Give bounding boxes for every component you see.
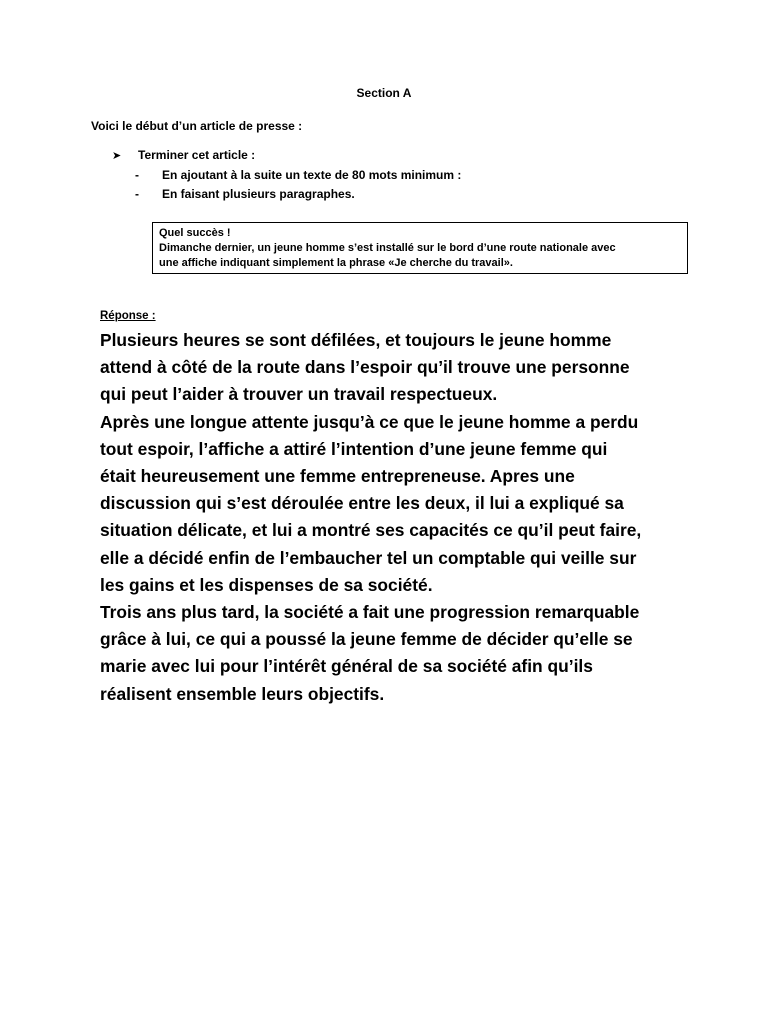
intro-text: Voici le début d’un article de presse :: [91, 119, 303, 133]
answer-line: était heureusement une femme entrepreneuse. Apres une: [100, 466, 575, 487]
answer-label: Réponse :: [100, 310, 156, 322]
answer-line: Trois ans plus tard, la société a fait une progression remarquable: [100, 602, 640, 623]
task-heading: [112, 148, 255, 162]
article-title: Quel succès !: [159, 227, 231, 239]
answer-line: Plusieurs heures se sont défilées, et toujours le jeune homme: [100, 330, 612, 350]
answer-line: tout espoir, l’affiche a attiré l’intention d’une jeune femme qui: [100, 438, 608, 459]
list-item: [135, 166, 461, 185]
answer-line: Après une longue attente jusqu’à ce que le jeune homme a perdu: [100, 411, 639, 432]
article-line: une affiche indiquant simplement la phrase «Je cherche du travail».: [159, 257, 513, 269]
answer-line: situation délicate, et lui a montré ses capacités ce qu’il peut faire,: [100, 520, 642, 541]
answer-line: elle a décidé enfin de l’embaucher tel un comptable qui veille sur: [100, 547, 637, 568]
answer-line: marie avec lui pour l’intérêt général de sa société afin qu’ils: [100, 656, 593, 677]
dash-bullet: -: [135, 168, 139, 182]
answer-line: qui peut l’aider à trouver un travail respectueux.: [100, 384, 498, 405]
task-sub-list: [135, 166, 461, 204]
answer-line: réalisent ensemble leurs objectifs.: [100, 683, 385, 704]
answer-line: attend à côté de la route dans l’espoir qu’il trouve une personne: [100, 357, 630, 378]
list-item-text: En faisant plusieurs paragraphes.: [162, 187, 355, 201]
article-excerpt-box: [152, 222, 688, 274]
dash-bullet: -: [135, 187, 139, 201]
list-item: [135, 185, 461, 204]
list-item-text: En ajoutant à la suite un texte de 80 mots minimum :: [162, 168, 462, 182]
answer-line: les gains et les dispenses de sa société.: [100, 574, 433, 595]
article-line: Dimanche dernier, un jeune homme s’est installé sur le bord d’une route nationale avec: [159, 242, 616, 254]
answer-line: grâce à lui, ce qui a poussé la jeune femme de décider qu’elle se: [100, 629, 633, 650]
arrow-bullet-icon: ➤: [112, 150, 122, 162]
answer-body: [100, 327, 680, 708]
answer-line: discussion qui s’est déroulée entre les deux, il lui a expliqué sa: [100, 493, 624, 514]
section-title: Section A: [356, 86, 412, 100]
task-title: Terminer cet article :: [138, 148, 256, 162]
